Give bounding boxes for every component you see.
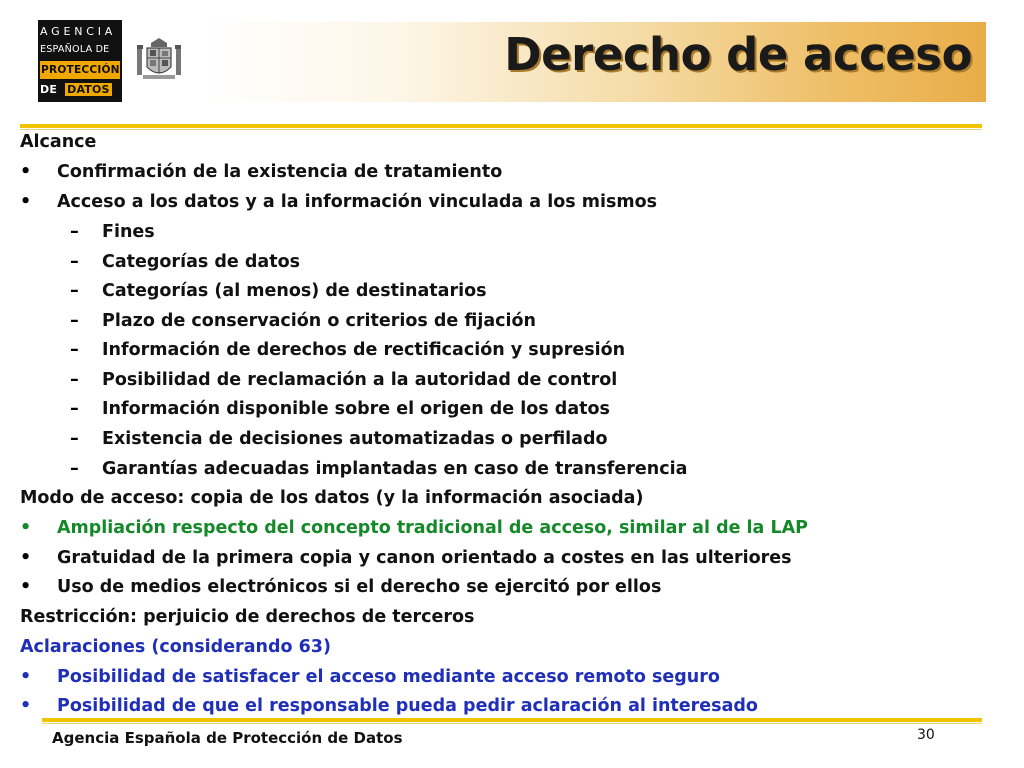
logo-line-4 bbox=[40, 81, 120, 99]
logo-line-1: AGENCIA bbox=[40, 25, 117, 38]
sub-item: Garantías adecuadas implantadas en caso de transferencia bbox=[102, 459, 688, 479]
slide-title: Derecho de acceso bbox=[504, 28, 972, 81]
alcance-item: Acceso a los datos y a la información vinculada a los mismos bbox=[57, 192, 658, 212]
modo-item-highlight: Ampliación respecto del concepto tradicional de acceso, similar al de la LAP bbox=[57, 518, 808, 538]
footer-divider bbox=[42, 718, 982, 722]
aclaraciones-item: Posibilidad de satisfacer el acceso mediante acceso remoto seguro bbox=[57, 667, 720, 687]
footer-divider-thin bbox=[42, 723, 982, 724]
logo-word-de: DE bbox=[40, 83, 58, 96]
bullet-marker: • bbox=[20, 577, 32, 597]
modo-item: Gratuidad de la primera copia y canon orientado a costes en las ulteriores bbox=[57, 548, 792, 568]
page-number: 30 bbox=[917, 727, 935, 743]
bullet-marker: • bbox=[20, 548, 32, 568]
header-divider bbox=[20, 124, 982, 128]
modo-item: Uso de medios electrónicos si el derecho se ejercitó por ellos bbox=[57, 577, 662, 597]
bullet-marker: • bbox=[20, 192, 32, 212]
dash-marker: – bbox=[70, 311, 79, 331]
bullet-marker: • bbox=[20, 518, 32, 538]
dash-marker: – bbox=[70, 340, 79, 360]
sub-item: Plazo de conservación o criterios de fijación bbox=[102, 311, 536, 331]
section-restriccion: Restricción: perjuicio de derechos de terceros bbox=[20, 607, 475, 627]
bullet-marker: • bbox=[20, 667, 32, 687]
agency-logo bbox=[38, 20, 122, 102]
dash-marker: – bbox=[70, 429, 79, 449]
dash-marker: – bbox=[70, 399, 79, 419]
sub-item: Categorías de datos bbox=[102, 252, 301, 272]
sub-item: Información disponible sobre el origen de los datos bbox=[102, 399, 610, 419]
header-divider-thin bbox=[20, 129, 982, 130]
dash-marker: – bbox=[70, 281, 79, 301]
dash-marker: – bbox=[70, 252, 79, 272]
section-modo-acceso: Modo de acceso: copia de los datos (y la información asociada) bbox=[20, 488, 644, 508]
sub-item: Información de derechos de rectificación y supresión bbox=[102, 340, 626, 360]
sub-item: Fines bbox=[102, 222, 155, 242]
section-aclaraciones: Aclaraciones (considerando 63) bbox=[20, 637, 331, 657]
coat-of-arms-icon bbox=[137, 37, 181, 83]
logo-word-datos: DATOS bbox=[67, 83, 110, 96]
alcance-item: Confirmación de la existencia de tratamiento bbox=[57, 162, 503, 182]
bullet-marker: • bbox=[20, 162, 32, 182]
aclaraciones-item: Posibilidad de que el responsable pueda pedir aclaración al interesado bbox=[57, 696, 758, 716]
sub-item: Posibilidad de reclamación a la autoridad de control bbox=[102, 370, 618, 390]
logo-line-2: ESPAÑOLA DE bbox=[40, 44, 110, 55]
footer-agency-name: Agencia Española de Protección de Datos bbox=[52, 729, 403, 747]
sub-item: Categorías (al menos) de destinatarios bbox=[102, 281, 487, 301]
dash-marker: – bbox=[70, 459, 79, 479]
logo-line-3: PROTECCIÓN bbox=[40, 61, 120, 79]
bullet-marker: • bbox=[20, 696, 32, 716]
section-alcance: Alcance bbox=[20, 132, 97, 152]
dash-marker: – bbox=[70, 222, 79, 242]
dash-marker: – bbox=[70, 370, 79, 390]
sub-item: Existencia de decisiones automatizadas o perfilado bbox=[102, 429, 608, 449]
